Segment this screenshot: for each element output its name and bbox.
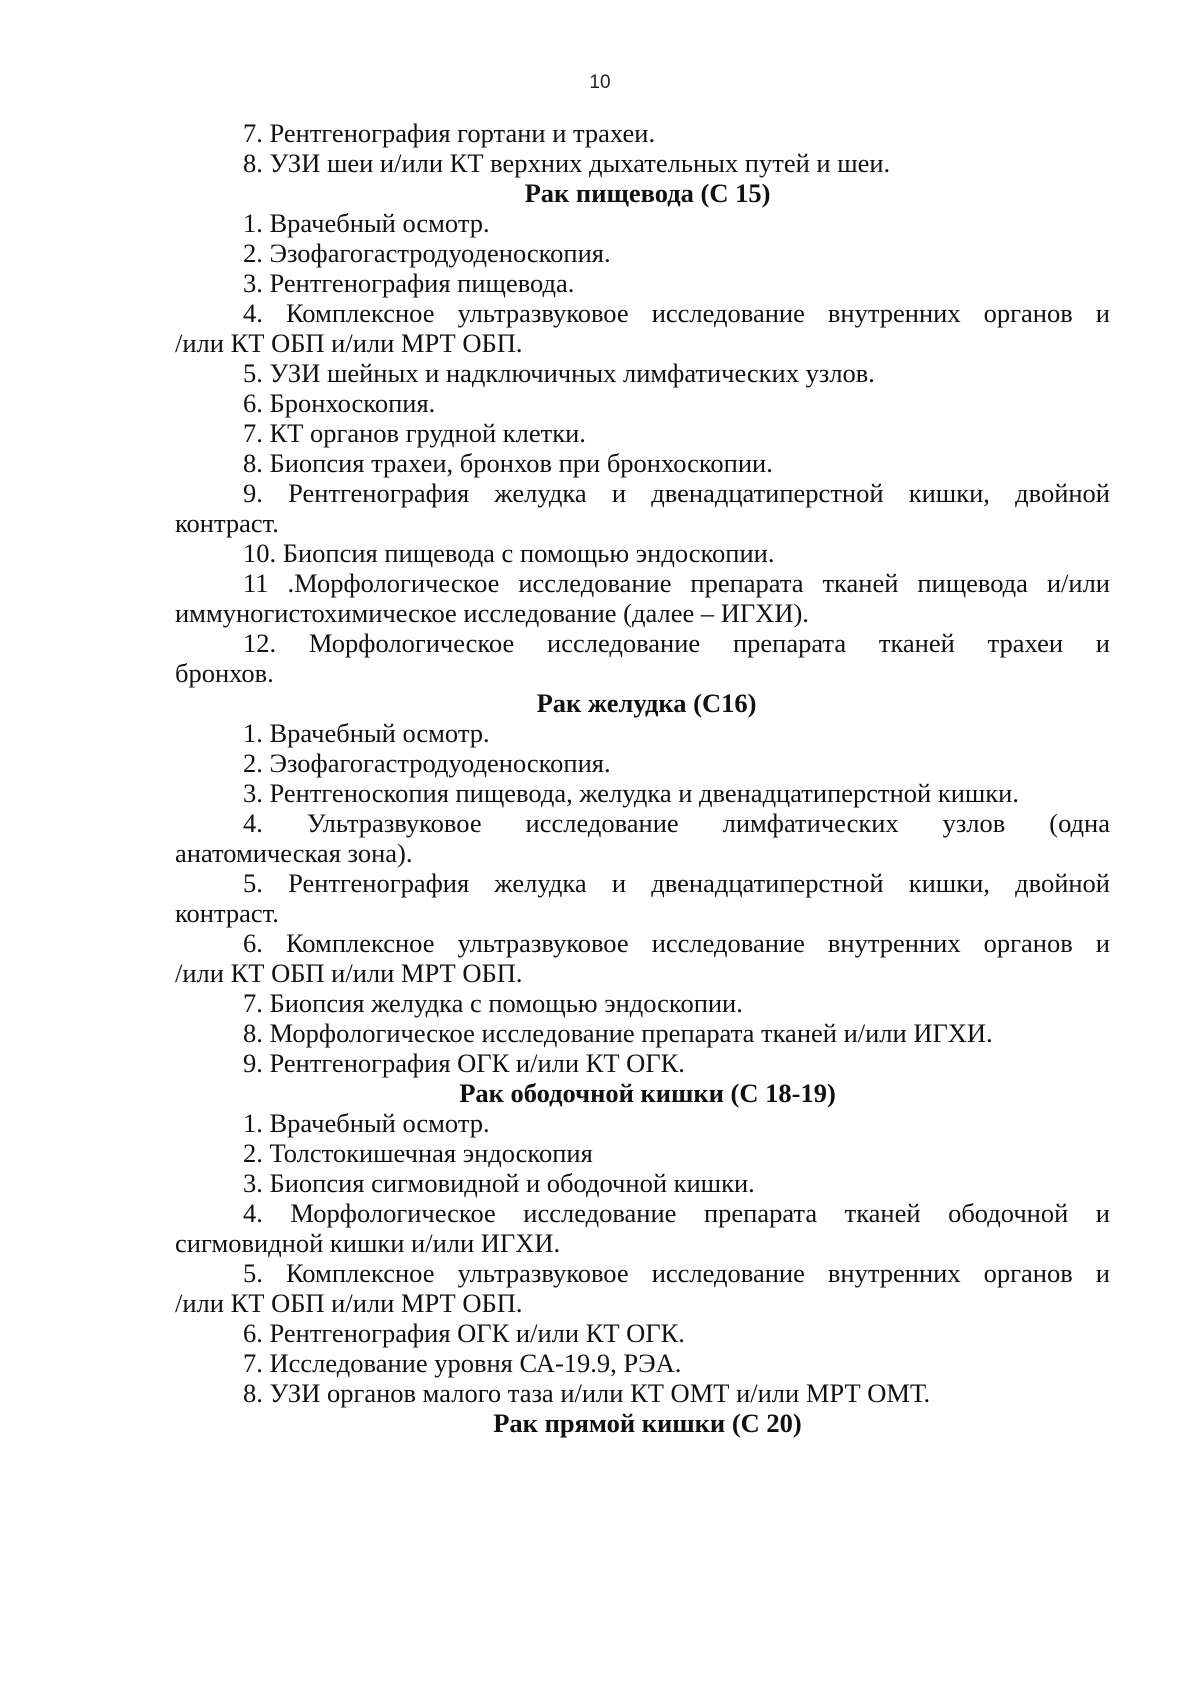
- list-item-continuation: /или КТ ОБП и/или МРТ ОБП.: [175, 1288, 523, 1318]
- list-item: 8. УЗИ шеи и/или КТ верхних дыхательных путей и шеи.: [243, 148, 891, 178]
- section-heading-colon: Рак ободочной кишки (С 18-19): [459, 1078, 836, 1108]
- list-item: 7. КТ органов грудной клетки.: [243, 418, 586, 448]
- list-item: 4. Морфологическое исследование препарата тканей ободочной и: [243, 1198, 1110, 1228]
- list-item: 6. Комплексное ультразвуковое исследование внутренних органов и: [243, 928, 1110, 958]
- list-item: 9. Рентгенография желудка и двенадцатиперстной кишки, двойной: [243, 478, 1110, 508]
- list-item: 6. Рентгенография ОГК и/или КТ ОГК.: [243, 1318, 685, 1348]
- list-item: 4. Ультразвуковое исследование лимфатических узлов (одна: [243, 808, 1110, 838]
- section-heading-esophagus: Рак пищевода (С 15): [524, 178, 771, 208]
- list-item: 7. Исследование уровня СА-19.9, РЭА.: [243, 1348, 682, 1378]
- list-item: 8. Морфологическое исследование препарата тканей и/или ИГХИ.: [243, 1018, 993, 1048]
- list-item: 7. Рентгенография гортани и трахеи.: [243, 118, 656, 148]
- list-item-continuation: /или КТ ОБП и/или МРТ ОБП.: [175, 958, 523, 988]
- list-item: 3. Рентгенография пищевода.: [243, 268, 575, 298]
- list-item-continuation: бронхов.: [175, 658, 274, 688]
- list-item: 5. Рентгенография желудка и двенадцатиперстной кишки, двойной: [243, 868, 1110, 898]
- list-item: 1. Врачебный осмотр.: [243, 1108, 490, 1138]
- list-item-continuation: иммуногистохимическое исследование (далее – ИГХИ).: [175, 598, 809, 628]
- list-item-continuation: анатомическая зона).: [175, 838, 413, 868]
- list-item: 4. Комплексное ультразвуковое исследование внутренних органов и: [243, 298, 1110, 328]
- list-item: 5. УЗИ шейных и надключичных лимфатических узлов.: [243, 358, 875, 388]
- list-item: 8. Биопсия трахеи, бронхов при бронхоскопии.: [243, 448, 773, 478]
- list-item: 6. Бронхоскопия.: [243, 388, 436, 418]
- list-item-continuation: контраст.: [175, 508, 279, 538]
- list-item: 12. Морфологическое исследование препарата тканей трахеи и: [243, 628, 1110, 658]
- list-item: 3. Рентгеноскопия пищевода, желудка и двенадцатиперстной кишки.: [243, 778, 1019, 808]
- list-item: 2. Эзофагогастродуоденоскопия.: [243, 748, 611, 778]
- list-item: 3. Биопсия сигмовидной и ободочной кишки.: [243, 1168, 755, 1198]
- list-item: 5. Комплексное ультразвуковое исследование внутренних органов и: [243, 1258, 1110, 1288]
- list-item-continuation: контраст.: [175, 898, 279, 928]
- list-item: 1. Врачебный осмотр.: [243, 718, 490, 748]
- list-item: 2. Толстокишечная эндоскопия: [243, 1138, 593, 1168]
- list-item: 1. Врачебный осмотр.: [243, 208, 490, 238]
- list-item: 11 .Морфологическое исследование препарата тканей пищевода и/или: [243, 568, 1110, 598]
- list-item: 7. Биопсия желудка с помощью эндоскопии.: [243, 988, 743, 1018]
- section-heading-rectum: Рак прямой кишки (С 20): [493, 1408, 802, 1438]
- list-item: 10. Биопсия пищевода с помощью эндоскопии.: [243, 538, 775, 568]
- list-item-continuation: сигмовидной кишки и/или ИГХИ.: [175, 1228, 561, 1258]
- list-item: 8. УЗИ органов малого таза и/или КТ ОМТ и/или МРТ ОМТ.: [243, 1378, 931, 1408]
- document-body: [175, 118, 1110, 1438]
- list-item: 9. Рентгенография ОГК и/или КТ ОГК.: [243, 1048, 685, 1078]
- page-number: 10: [589, 72, 611, 93]
- section-heading-stomach: Рак желудка (С16): [536, 688, 757, 718]
- list-item: 2. Эзофагогастродуоденоскопия.: [243, 238, 611, 268]
- list-item-continuation: /или КТ ОБП и/или МРТ ОБП.: [175, 328, 523, 358]
